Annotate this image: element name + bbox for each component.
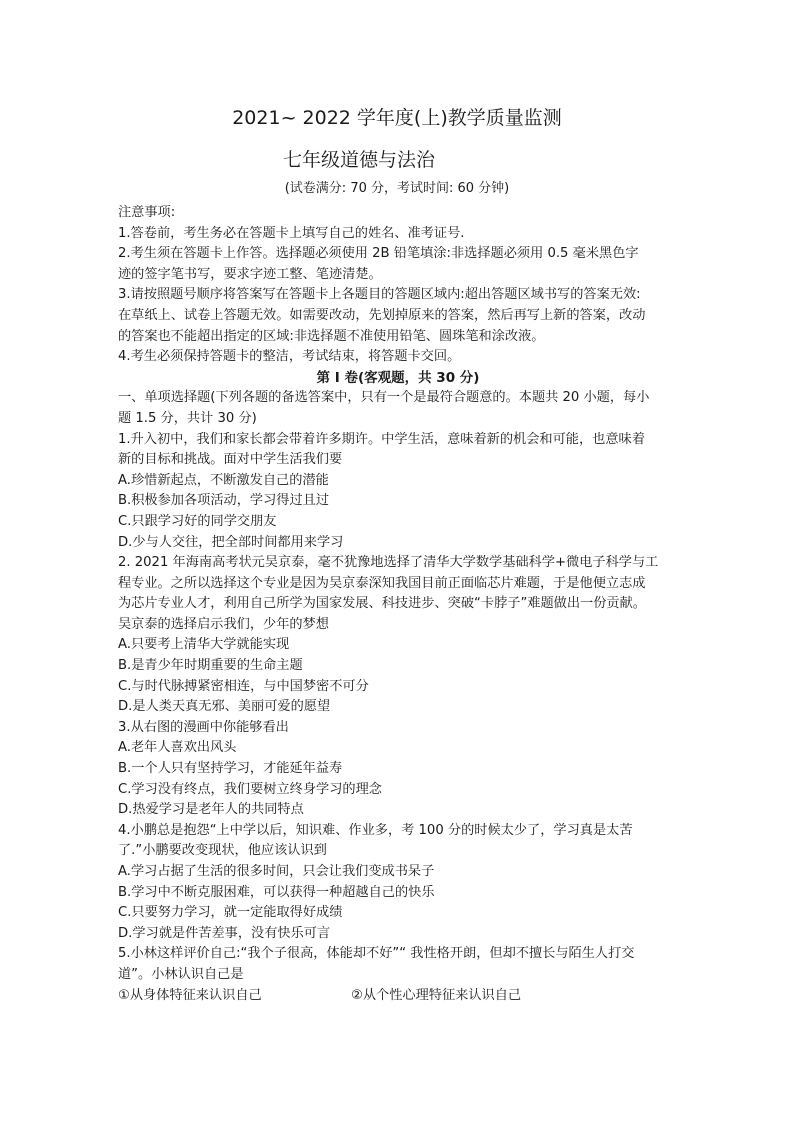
question-stem: 了.”小鹏要改变现状，他应该认识到 bbox=[118, 843, 327, 859]
question-stem: 4.小鹏总是抱怨“上中学以后，知识难、作业多，考 100 分的时候太少了，学习真是太苦 bbox=[118, 822, 633, 838]
option: D.学习就是件苦差事，没有快乐可言 bbox=[118, 925, 331, 941]
section-heading: 第 I 卷(客观题，共 30 分) bbox=[316, 369, 480, 386]
option: B.积极参加各项活动，学习得过且过 bbox=[118, 493, 330, 509]
option: ②从个性心理特征来认识自己 bbox=[351, 987, 522, 1003]
option: D.少与人交往，把全部时间都用来学习 bbox=[118, 534, 344, 550]
notes-line: 4.考生必须保持答题卡的整洁，考试结束，将答题卡交回。 bbox=[118, 349, 461, 365]
exam-content bbox=[118, 203, 678, 1006]
option: ①从身体特征来认识自己 bbox=[118, 987, 262, 1003]
option: B.学习中不断克服困难，可以获得一种超越自己的快乐 bbox=[118, 884, 435, 900]
option: D.是人类天真无邪、美丽可爱的愿望 bbox=[118, 699, 331, 715]
option: A.老年人喜欢出风头 bbox=[118, 740, 237, 756]
exam-title: 2021~ 2022 学年度(上)教学质量监测 bbox=[232, 107, 562, 129]
section-intro: 一、单项选择题(下列各题的备选答案中，只有一个是最符合题意的。本题共 20 小题，每小 bbox=[118, 390, 650, 406]
question-stem: 吴京泰的选择启示我们，少年的梦想 bbox=[118, 616, 329, 632]
notes-line: 在草纸上、试卷上答题无效。如需要改动，先划掉原来的答案，然后再写上新的答案，改动 bbox=[118, 307, 646, 323]
option: C.与时代脉搏紧密相连，与中国梦密不可分 bbox=[118, 678, 369, 694]
question-stem: 5.小林这样评价自己:“我个子很高，体能却不好”“ 我性格开朗，但却不擅长与陌生人打交 bbox=[118, 946, 635, 962]
option: B.是青少年时期重要的生命主题 bbox=[118, 658, 303, 674]
exam-subject: 七年级道德与法治 bbox=[283, 149, 436, 171]
question-stem: 道”。小林认识自己是 bbox=[118, 966, 244, 982]
notes-line: 3.请按照题号顺序将答案写在答题卡上各题目的答题区域内:超出答题区域书写的答案无效: bbox=[118, 287, 641, 303]
notes-line: 迹的签字笔书写，要求字迹工整、笔迹清楚。 bbox=[118, 266, 382, 282]
option-pair bbox=[118, 986, 678, 1007]
question-stem: 新的目标和挑战。面对中学生活我们要 bbox=[118, 452, 343, 468]
option: A.只要考上清华大学就能实现 bbox=[118, 637, 290, 653]
option: D.热爱学习是老年人的共同特点 bbox=[118, 802, 304, 818]
notes-line: 的答案也不能超出指定的区域:非选择题不准使用铅笔、圆珠笔和涂改液。 bbox=[118, 328, 545, 344]
question-stem: 3.从右图的漫画中你能够看出 bbox=[118, 719, 289, 735]
question-stem: 程专业。之所以选择这个专业是因为吴京泰深知我国目前正面临芯片难题，于是他便立志成 bbox=[118, 575, 646, 591]
question-stem: 1.升入初中，我们和家长都会带着许多期许。中学生活，意味着新的机会和可能，也意味着 bbox=[118, 431, 645, 447]
question-stem: 2. 2021 年海南高考状元吴京泰，毫不犹豫地选择了清华大学数学基础科学+微电子科学与工 bbox=[118, 555, 659, 571]
notes-line: 2.考生须在答题卡上作答。选择题必须使用 2B 铅笔填涂:非选择题必须用 0.5 毫米黑色字 bbox=[118, 246, 639, 262]
notes-heading: 注意事项: bbox=[118, 205, 176, 220]
exam-info: (试卷满分: 70 分，考试时间: 60 分钟) bbox=[284, 181, 510, 196]
option: A.学习占据了生活的很多时间，只会让我们变成书呆子 bbox=[118, 864, 435, 879]
option: C.学习没有终点，我们要树立终身学习的理念 bbox=[118, 781, 382, 797]
question-stem: 为芯片专业人才，利用自己所学为国家发展、科技进步、突破“卡脖子”难题做出一份贡献。 bbox=[118, 596, 646, 612]
option: C.只跟学习好的同学交朋友 bbox=[118, 513, 277, 529]
notes-line: 1.答卷前，考生务必在答题卡上填写自己的姓名、准考证号. bbox=[118, 225, 465, 241]
option: A.珍惜新起点，不断激发自己的潜能 bbox=[118, 472, 329, 488]
option: C.只要努力学习，就一定能取得好成绩 bbox=[118, 905, 343, 921]
option: B.一个人只有坚持学习，才能延年益寿 bbox=[118, 761, 343, 777]
section-intro: 题 1.5 分，共计 30 分) bbox=[118, 410, 257, 426]
